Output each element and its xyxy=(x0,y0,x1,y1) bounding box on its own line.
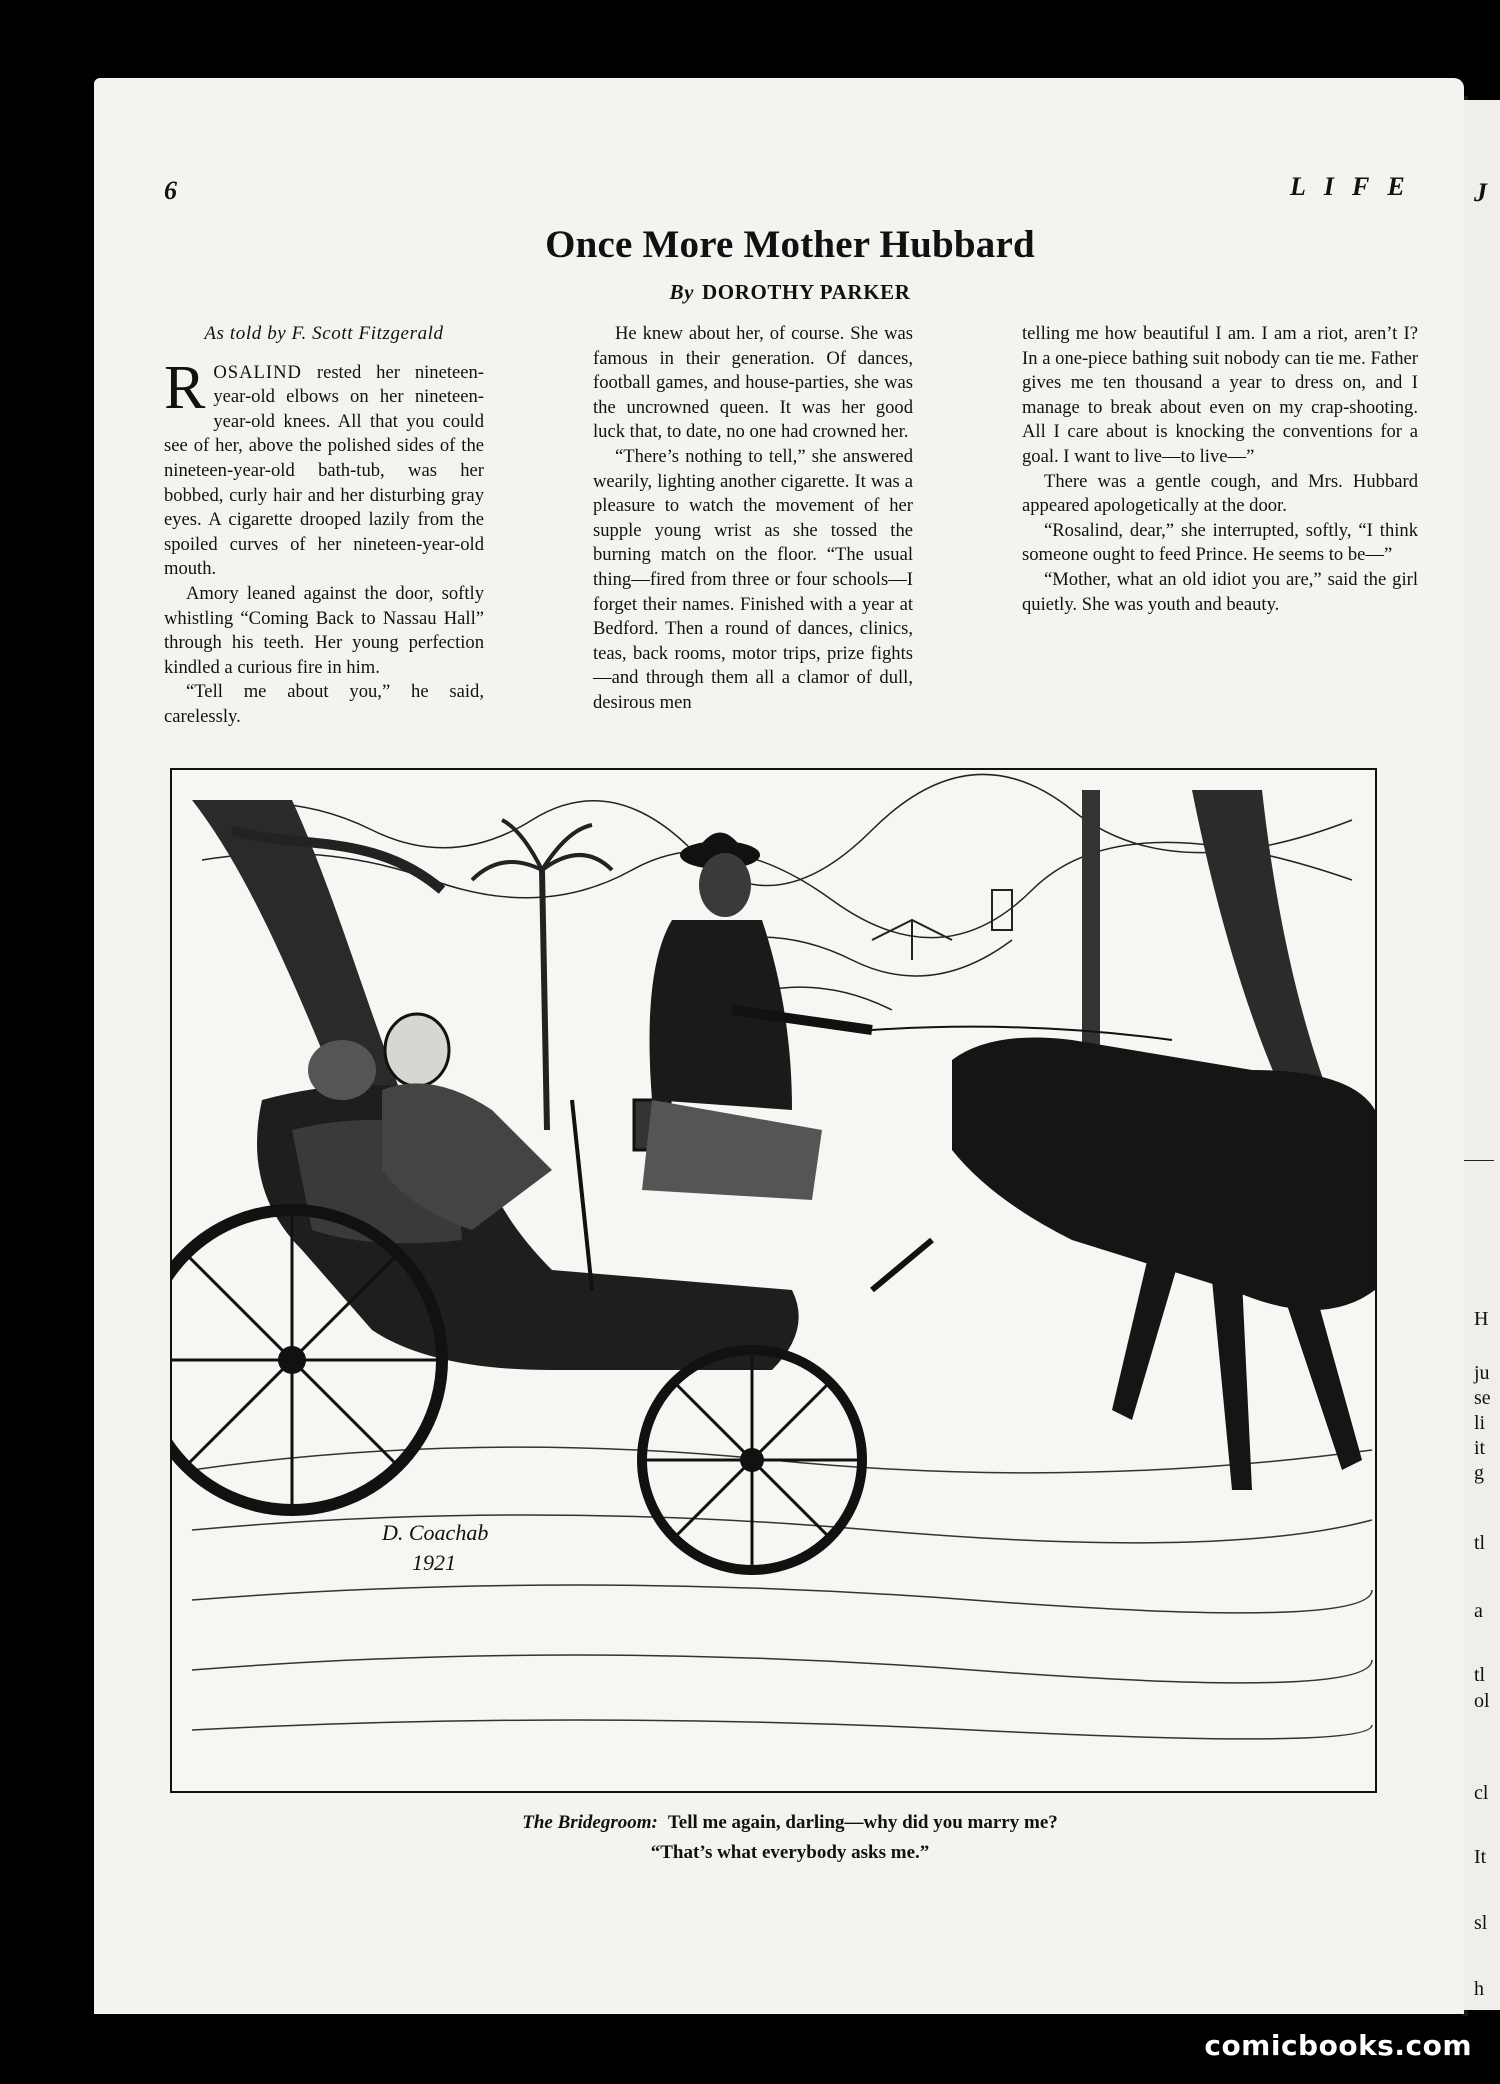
adjacent-page-rule xyxy=(1464,1160,1494,1161)
adjacent-fragment: ol xyxy=(1474,1690,1490,1712)
artist-signature: D. Coachab xyxy=(382,1520,489,1545)
adjacent-fragment: ju xyxy=(1474,1362,1490,1384)
passenger-groom-head xyxy=(385,1014,449,1086)
byline xyxy=(0,280,1500,305)
caption-line-2: “That’s what everybody asks me.” xyxy=(650,1842,930,1863)
paragraph: There was a gentle cough, and Mrs. Hubbard appeared apologetically at the door. xyxy=(1022,470,1418,517)
adjacent-fragment: sl xyxy=(1474,1912,1488,1934)
adjacent-fragment: it xyxy=(1474,1437,1486,1459)
adjacent-fragment: cl xyxy=(1474,1782,1489,1804)
adjacent-fragment: tl xyxy=(1474,1664,1486,1686)
lead-word: OSALIND xyxy=(213,361,302,383)
cartoon-caption xyxy=(0,1808,1500,1868)
paragraph: telling me how beautiful I am. I am a riot, aren’t I? In a one-piece bathing suit nobody can tie me. Father gives me ten thousand a year to dress on, and I manage to break about even on my crap-shooting. All I care about is knocking the conventions for a goal. I want to live—to live—” xyxy=(1022,323,1418,467)
horse xyxy=(872,1038,1375,1491)
paragraph: “Mother, what an old idiot you are,” said the girl quietly. She was youth and beauty. xyxy=(1022,568,1418,615)
walking-cane xyxy=(572,1100,592,1290)
text-column-2 xyxy=(593,322,913,716)
adjacent-page-header: J xyxy=(1474,178,1487,207)
paragraph-text: rested her nineteen-year-old elbows on her nineteen-year-old knees. All that you could see of her, above the polished sides of the nineteen-year-old bath-tub, was her bobbed, curly hair and her disturbing gray eyes. A cigarette drooped lazily from the spoiled curves of her nineteen-year-old mouth. xyxy=(164,361,484,580)
paragraph: “Rosalind, dear,” she interrupted, softly, “I think someone ought to feed Prince. He seems to be—” xyxy=(1022,519,1418,566)
page-number: 6 xyxy=(164,176,177,205)
caption-question: Tell me again, darling—why did you marry me? xyxy=(667,1812,1058,1833)
passenger-bride-hat xyxy=(308,1040,376,1100)
front-wheel xyxy=(642,1350,862,1570)
drop-cap: R xyxy=(164,353,206,422)
palm-tree xyxy=(472,820,612,1130)
paragraph xyxy=(164,353,484,582)
artist-signature-year: 1921 xyxy=(412,1550,456,1575)
adjacent-fragment: It xyxy=(1474,1846,1487,1868)
author-name: DOROTHY PARKER xyxy=(702,280,911,304)
article-subtitle: As told by F. Scott Fitzgerald xyxy=(204,323,444,344)
byline-prefix: By xyxy=(669,280,695,304)
article-title: Once More Mother Hubbard xyxy=(545,223,1035,266)
illustration-carriage xyxy=(170,768,1377,1793)
text-column-3 xyxy=(1022,322,1418,617)
adjacent-fragment: se xyxy=(1474,1387,1491,1409)
adjacent-fragment: tl xyxy=(1474,1532,1486,1554)
masthead: LIFE xyxy=(1290,172,1423,201)
paragraph: He knew about her, of course. She was famous in their generation. Of dances, football games, and house-parties, she was the uncrowned queen. It was her good luck that, to date, no one had crowned her. xyxy=(593,323,913,443)
adjacent-fragment: a xyxy=(1474,1600,1483,1622)
watermark: comicbooks.com xyxy=(1204,2029,1472,2062)
caption-speaker: The Bridegroom: xyxy=(522,1812,658,1833)
paragraph: Amory leaned against the door, softly whistling “Coming Back to Nassau Hall” through his teeth. Her young perfection kindled a curious fire in him. xyxy=(164,582,484,678)
paragraph: “There’s nothing to tell,” she answered wearily, lighting another cigarette. It was a pleasure to watch the movement of her supple young wrist as she tossed the burning match on the floor. “The usual thing—fired from three or four schools—I forget their names. Finished with a year at Bedford. Then a round of dances, clinics, teas, back rooms, motor trips, prize fights—and through them all a clamor of dull, desirous men xyxy=(593,445,913,713)
adjacent-fragment: g xyxy=(1474,1462,1484,1484)
carriage-driver xyxy=(642,833,872,1201)
adjacent-page-edge xyxy=(1464,100,1500,2010)
text-column-1 xyxy=(164,322,484,730)
distant-buildings xyxy=(872,890,1012,960)
adjacent-fragment: li xyxy=(1474,1412,1486,1434)
adjacent-fragment: h xyxy=(1474,1978,1484,2000)
adjacent-fragment: H xyxy=(1474,1308,1489,1330)
pen-ink-drawing xyxy=(172,770,1375,1791)
caption-line-1 xyxy=(0,1808,1500,1838)
paragraph: “Tell me about you,” he said, carelessly. xyxy=(164,681,484,727)
